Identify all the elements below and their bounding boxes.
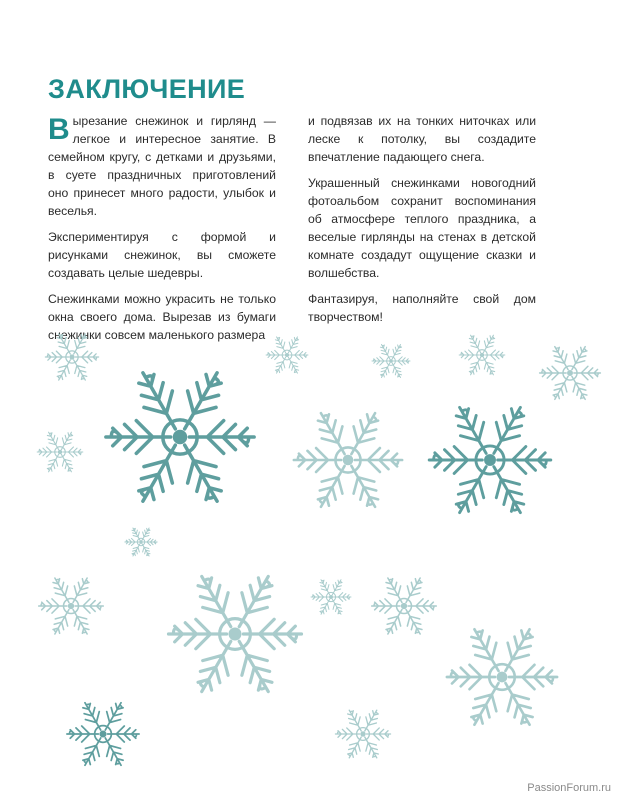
- snowflake-icon: [163, 562, 307, 706]
- snowflake-icon: [100, 357, 260, 517]
- page-title: ЗАКЛЮЧЕНИЕ: [48, 74, 246, 104]
- paragraph: и подвязав их на тонких ниточках или леске к потолку, вы создадите впечатление падающего снега.: [308, 114, 536, 164]
- text-column-left: [48, 112, 276, 352]
- snowflake-icon: [35, 570, 107, 642]
- paragraph: Экспериментируя с формой и рисунками снежинок, вы сможете создавать целые шедевры.: [48, 230, 276, 280]
- paragraph: Вырезание снежинок и гирлянд — легкое и интересное занятие. В семейном кругу, с детками и друзьями, в суете праздничных приготовлений оно принесет много радости, улыбок и веселья.: [48, 113, 276, 218]
- paragraph: Фантазируя, наполняйте свой дом творчеством!: [308, 292, 536, 324]
- snowflake-icon: [289, 401, 407, 519]
- snowflake-icon: [263, 331, 311, 379]
- snowflake-icon: [456, 329, 508, 381]
- snowflake-icon: [34, 426, 86, 478]
- paragraph: Снежинками можно украсить не только окна своего дома. Вырезав из бумаги снежинки совсем маленького размера: [48, 292, 276, 342]
- snowflake-icon: [442, 617, 562, 737]
- snowflake-icon: [42, 327, 102, 387]
- snowflake-icon: [308, 574, 354, 620]
- text-column-right: [308, 112, 536, 334]
- snowflake-icon: [63, 694, 143, 774]
- snowflake-icon: [332, 703, 394, 765]
- snowflake-icon: [369, 339, 413, 383]
- snowflake-icon: [122, 523, 160, 561]
- snowflake-icon: [424, 394, 556, 526]
- drop-cap: В: [48, 113, 70, 146]
- watermark: PassionForum.ru: [527, 782, 611, 794]
- paragraph: Украшенный снежинками новогодний фотоальбом сохранит воспоминания об атмосфере теплого праздника, а веселые гирлянды на стенах в детской комнате создадут ощущение сказки и волшебства.: [308, 176, 536, 280]
- snowflake-icon: [368, 570, 440, 642]
